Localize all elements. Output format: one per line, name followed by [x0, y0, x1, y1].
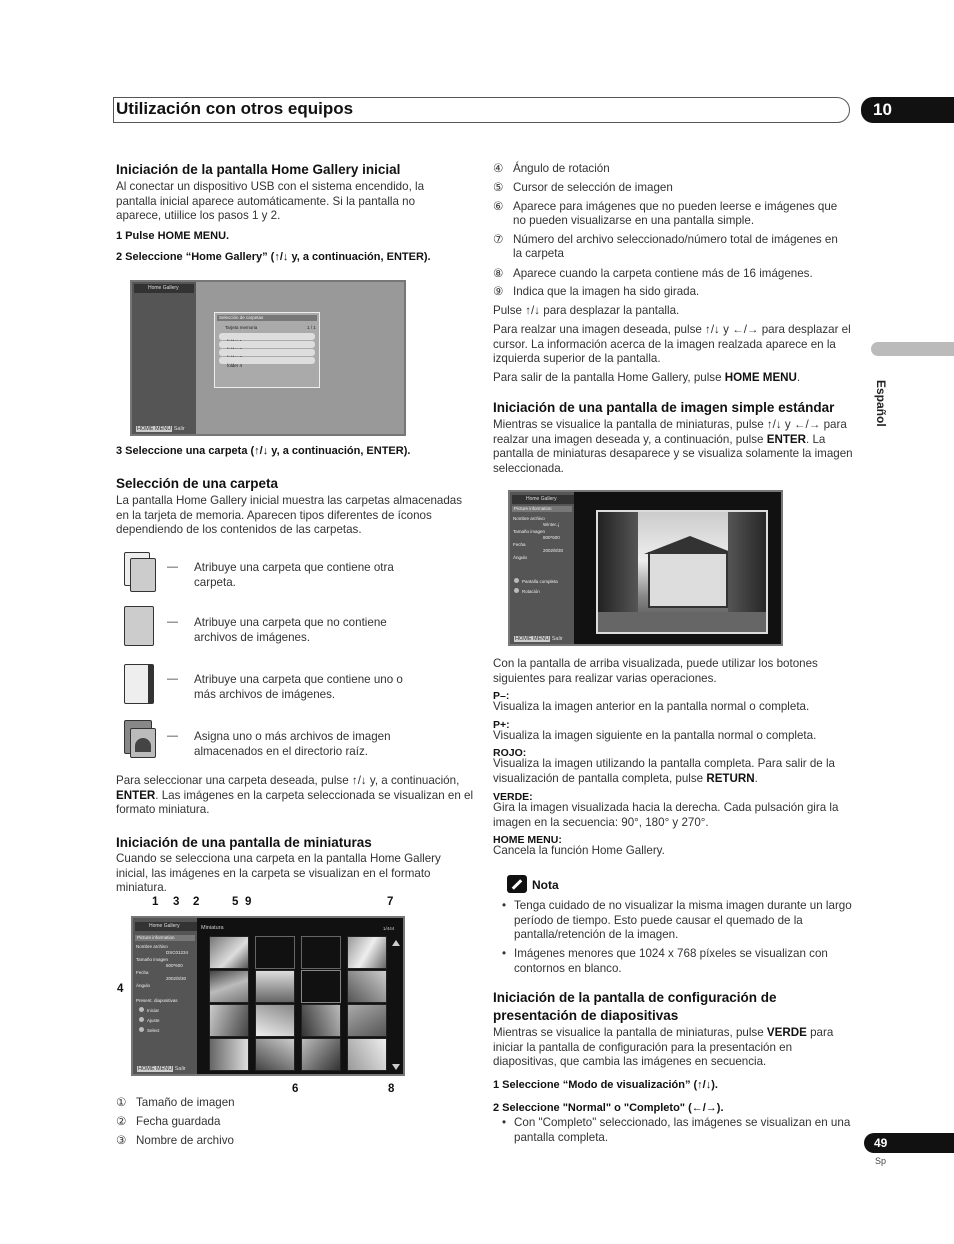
select-folder-paragraph: Para seleccionar una carpeta deseada, pulse ↑/↓ y, a continuación, ENTER. Las imágenes en la carpeta seleccionada se visualizan en el formato miniatura. [116, 774, 474, 817]
section-title-slideshow-line2: presentación de diapositivas [493, 1008, 679, 1023]
info-angle-label: Ángulo [136, 983, 151, 988]
thumbnail[interactable] [255, 1004, 295, 1037]
folder-item[interactable] [219, 341, 315, 348]
button-term-p-minus: P–: [493, 690, 510, 702]
info-size-value: 800*600 [543, 535, 560, 540]
rotation-option[interactable]: Rotación [514, 588, 540, 595]
thumbnail-tab: Miniatura [201, 925, 224, 931]
thumbnail[interactable] [209, 1038, 249, 1071]
highlight-paragraph: Para realzar una imagen deseada, pulse ↑/↓ y ←/→ para desplazar el cursor. La información acerca de la imagen realzada aparece en la izquierda superior de la pantalla. [493, 323, 851, 366]
callout-3: 3 [173, 896, 180, 908]
single-image-screen [508, 490, 783, 646]
note-title: Nota [532, 878, 559, 892]
legend-item-2: ② Fecha guardada [116, 1115, 221, 1128]
thumbnail[interactable] [347, 1038, 387, 1071]
section-title-thumbnails: Iniciación de una pantalla de miniaturas [116, 835, 372, 850]
icon-desc-1-line1: Atribuye una carpeta que contiene otra [194, 561, 394, 574]
screen-header: Home Gallery [512, 495, 574, 504]
button-desc-p-plus: Visualiza la imagen siguiente en la pantalla normal o completa. [493, 729, 817, 742]
list-item-4: ④ Ángulo de rotación [493, 162, 610, 175]
dash: — [167, 673, 178, 685]
thumbnail[interactable] [347, 1004, 387, 1037]
step-2: 2 Seleccione “Home Gallery” (↑/↓ y, a continuación, ENTER). [116, 251, 431, 263]
exit-hint: HOME MENU Salir [515, 636, 563, 642]
button-term-green: VERDE: [493, 791, 533, 803]
callout-6: 6 [292, 1083, 299, 1095]
page-number: 49 [864, 1133, 954, 1153]
note-icon [507, 875, 527, 893]
language-tab [871, 342, 954, 356]
thumbnail[interactable] [209, 970, 249, 1003]
note-item: • Tenga cuidado de no visualizar la misma imagen durante un largo período de tiempo. Esto puede causar el quemado de la pantalla/retención de la imagen. [502, 899, 852, 942]
thumbnail[interactable] [255, 1038, 295, 1071]
section-body-slideshow: Mientras se visualice la pantalla de miniaturas, pulse VERDE para iniciar la pantalla de configuración para la presentación en diapositivas, que cambia las imágenes en secuencia. [493, 1026, 834, 1069]
callout-2: 2 [193, 896, 200, 908]
info-date-label: Fecha [136, 970, 149, 975]
root-images-icon [124, 720, 158, 764]
section-body-thumbnails: Cuando se selecciona una carpeta en la pantalla Home Gallery inicial, las imágenes en la carpeta se visualizan en el formato miniatura. [116, 852, 441, 895]
folder-count: 1 / 1 [307, 325, 316, 330]
thumbnail[interactable] [347, 936, 387, 969]
screen-sidebar [133, 918, 197, 1074]
slideshow-step-1: 1 Seleccione “Modo de visualización” (↑/↓). [493, 1079, 718, 1091]
section-body-folder: La pantalla Home Gallery inicial muestra las carpetas almacenadas en la tarjeta de memoria. Aparecen tipos diferentes de íconos dependiendo de los contenidos de las carpetas. [116, 494, 463, 537]
slideshow-bullet: • Con "Completo" seleccionado, las imágenes se visualizan en una pantalla completa. [502, 1116, 851, 1144]
legend-item-3: ③ Nombre de archivo [116, 1134, 234, 1147]
info-title: Picture information [135, 935, 195, 941]
slideshow-menu-title: Present. diapositivas [136, 998, 178, 1003]
slideshow-step-2: 2 Seleccione "Normal" o "Completo" (←/→). [493, 1102, 724, 1114]
info-name-label: Nombre archivo [513, 516, 545, 521]
home-gallery-screen [130, 280, 406, 436]
exit-hint: HOME MENU Salir [137, 426, 185, 432]
folder-panel [214, 312, 320, 388]
icon-desc-3-line1: Atribuye una carpeta que contiene uno o [194, 673, 403, 686]
legend-item-1: ① Tamaño de imagen [116, 1096, 235, 1109]
list-item-6-cont: no pueden visualizarse en una pantalla simple. [513, 214, 755, 227]
info-date-value: 2002/8/30 [543, 548, 564, 553]
buttons-intro: Con la pantalla de arriba visualizada, puede utilizar los botones siguientes para realizar varias operaciones. [493, 657, 818, 685]
slideshow-select[interactable]: Select [139, 1027, 160, 1034]
section-body-single-image: Mientras se visualice la pantalla de miniaturas, pulse ↑/↓ y ←/→ para realzar una imagen deseada y, a continuación, pulse ENTER. La pantalla de miniaturas desaparece y se visualiza solamente la imagen seleccionada. [493, 418, 853, 475]
note-item: • Imágenes menores que 1024 x 768 píxeles se visualizan con contornos en blanco. [502, 947, 828, 975]
button-desc-p-minus: Visualiza la imagen anterior en la pantalla normal o completa. [493, 700, 810, 713]
icon-desc-1-line2: carpeta. [194, 576, 236, 589]
section-title-home-gallery: Iniciación de la pantalla Home Gallery inicial [116, 162, 401, 177]
info-size-label: Tamaño imagen [136, 957, 169, 962]
scroll-up-icon[interactable] [392, 940, 400, 946]
list-item-5: ⑤ Cursor de selección de imagen [493, 181, 673, 194]
button-term-red: ROJO: [493, 747, 527, 759]
step-1: 1 Pulse HOME MENU. [116, 230, 230, 242]
info-title: Picture information [512, 506, 572, 512]
callout-1: 1 [152, 896, 159, 908]
step-3: 3 Seleccione una carpeta (↑/↓ y, a continuación, ENTER). [116, 445, 411, 457]
thumbnail[interactable] [255, 970, 295, 1003]
thumbnail[interactable] [347, 970, 387, 1003]
thumbnail[interactable] [301, 1004, 341, 1037]
section-title-slideshow-line1: Iniciación de la pantalla de configuración de [493, 990, 777, 1005]
thumbnail[interactable] [301, 1038, 341, 1071]
scroll-down-icon[interactable] [392, 1064, 400, 1070]
folder-item[interactable] [219, 349, 315, 356]
selected-photo [596, 510, 768, 634]
thumbnail[interactable] [209, 936, 249, 969]
icon-desc-2-line2: archivos de imágenes. [194, 631, 310, 644]
folder-panel-title: Selección de carpetas [217, 315, 317, 321]
folder-item[interactable] [219, 333, 315, 340]
list-item-6: ⑥ Aparece para imágenes que no pueden leerse e imágenes que [493, 200, 838, 213]
info-angle-label: Ángulo [513, 555, 528, 560]
screen-header: Home Gallery [135, 922, 197, 931]
dash: — [167, 561, 178, 573]
page-language: Sp [875, 1156, 887, 1166]
info-size-label: Tamaño imagen [513, 529, 546, 534]
image-counter: 1/444 [383, 926, 395, 931]
icon-desc-4-line2: almacenados en el directorio raíz. [194, 745, 368, 758]
info-date-label: Fecha [513, 542, 526, 547]
button-term-p-plus: P+: [493, 719, 510, 731]
thumbnail-screen [131, 916, 405, 1076]
info-name-value: DSC01234 [166, 950, 189, 955]
folder-with-subfolder-icon [124, 552, 158, 596]
info-size-value: 800*600 [166, 963, 183, 968]
button-desc-home-menu: Cancela la función Home Gallery. [493, 844, 665, 857]
section-body-home-gallery: Al conectar un dispositivo USB con el sistema encendido, la pantalla inicial aparece automáticamente. Si la pantalla no aparece, utiilice los pasos 1 y 2. [116, 180, 425, 223]
icon-desc-4-line1: Asigna uno o más archivos de imagen [194, 730, 391, 743]
callout-7: 7 [387, 896, 394, 908]
scroll-paragraph: Pulse ↑/↓ para desplazar la pantalla. [493, 304, 680, 317]
list-item-9: ⑨ Indica que la imagen ha sido girada. [493, 285, 700, 298]
button-desc-green: Gira la imagen visualizada hacia la derecha. Cada pulsación gira la imagen en la secuencia: 90°, 180° y 270°. [493, 801, 839, 829]
callout-4: 4 [117, 983, 124, 995]
list-item-7-cont: la carpeta [513, 247, 564, 260]
info-name-value: Winter..j [543, 522, 560, 527]
screen-header: Home Gallery [134, 284, 194, 293]
button-desc-red: Visualiza la imagen utilizando la pantalla completa. Para salir de la visualización de pantalla completa, pulse RETURN. [493, 757, 835, 785]
memory-card-label: Tarjeta memoria [225, 325, 258, 330]
image-folder-icon [124, 664, 158, 708]
section-title-folder: Selección de una carpeta [116, 476, 279, 491]
language-label: Español [874, 380, 888, 427]
chapter-number: 10 [861, 97, 954, 123]
exit-hint: HOME MENU Salir [138, 1066, 186, 1072]
info-date-value: 2002/8/30 [166, 976, 187, 981]
info-name-label: Nombre archivo [136, 944, 168, 949]
empty-folder-icon [124, 606, 158, 650]
icon-desc-2-line1: Atribuye una carpeta que no contiene [194, 616, 387, 629]
callout-5: 5 [232, 896, 239, 908]
list-item-8: ⑧ Aparece cuando la carpeta contiene más de 16 imágenes. [493, 267, 813, 280]
dash: — [167, 730, 178, 742]
slideshow-start[interactable]: Iniciar [139, 1007, 159, 1014]
thumbnail[interactable] [255, 936, 295, 969]
page-title: Utilización con otros equipos [116, 99, 354, 118]
thumbnail[interactable] [209, 1004, 249, 1037]
full-screen-option[interactable]: Pantalla completa [514, 578, 558, 585]
screen-sidebar [510, 492, 574, 644]
slideshow-settings[interactable]: Ajuste [139, 1017, 160, 1024]
exit-paragraph: Para salir de la pantalla Home Gallery, pulse HOME MENU. [493, 371, 801, 384]
section-title-single-image: Iniciación de una pantalla de imagen simple estándar [493, 400, 835, 415]
callout-8: 8 [388, 1083, 395, 1095]
thumbnail[interactable] [301, 970, 341, 1003]
thumbnail[interactable] [301, 936, 341, 969]
list-item-7: ⑦ Número del archivo seleccionado/número total de imágenes en [493, 233, 838, 246]
dash: — [167, 616, 178, 628]
button-term-home-menu: HOME MENU: [493, 834, 562, 846]
screen-sidebar [132, 282, 196, 434]
callout-9: 9 [245, 896, 252, 908]
folder-item[interactable]: folder 4 [219, 357, 315, 364]
icon-desc-3-line2: más archivos de imágenes. [194, 688, 336, 701]
